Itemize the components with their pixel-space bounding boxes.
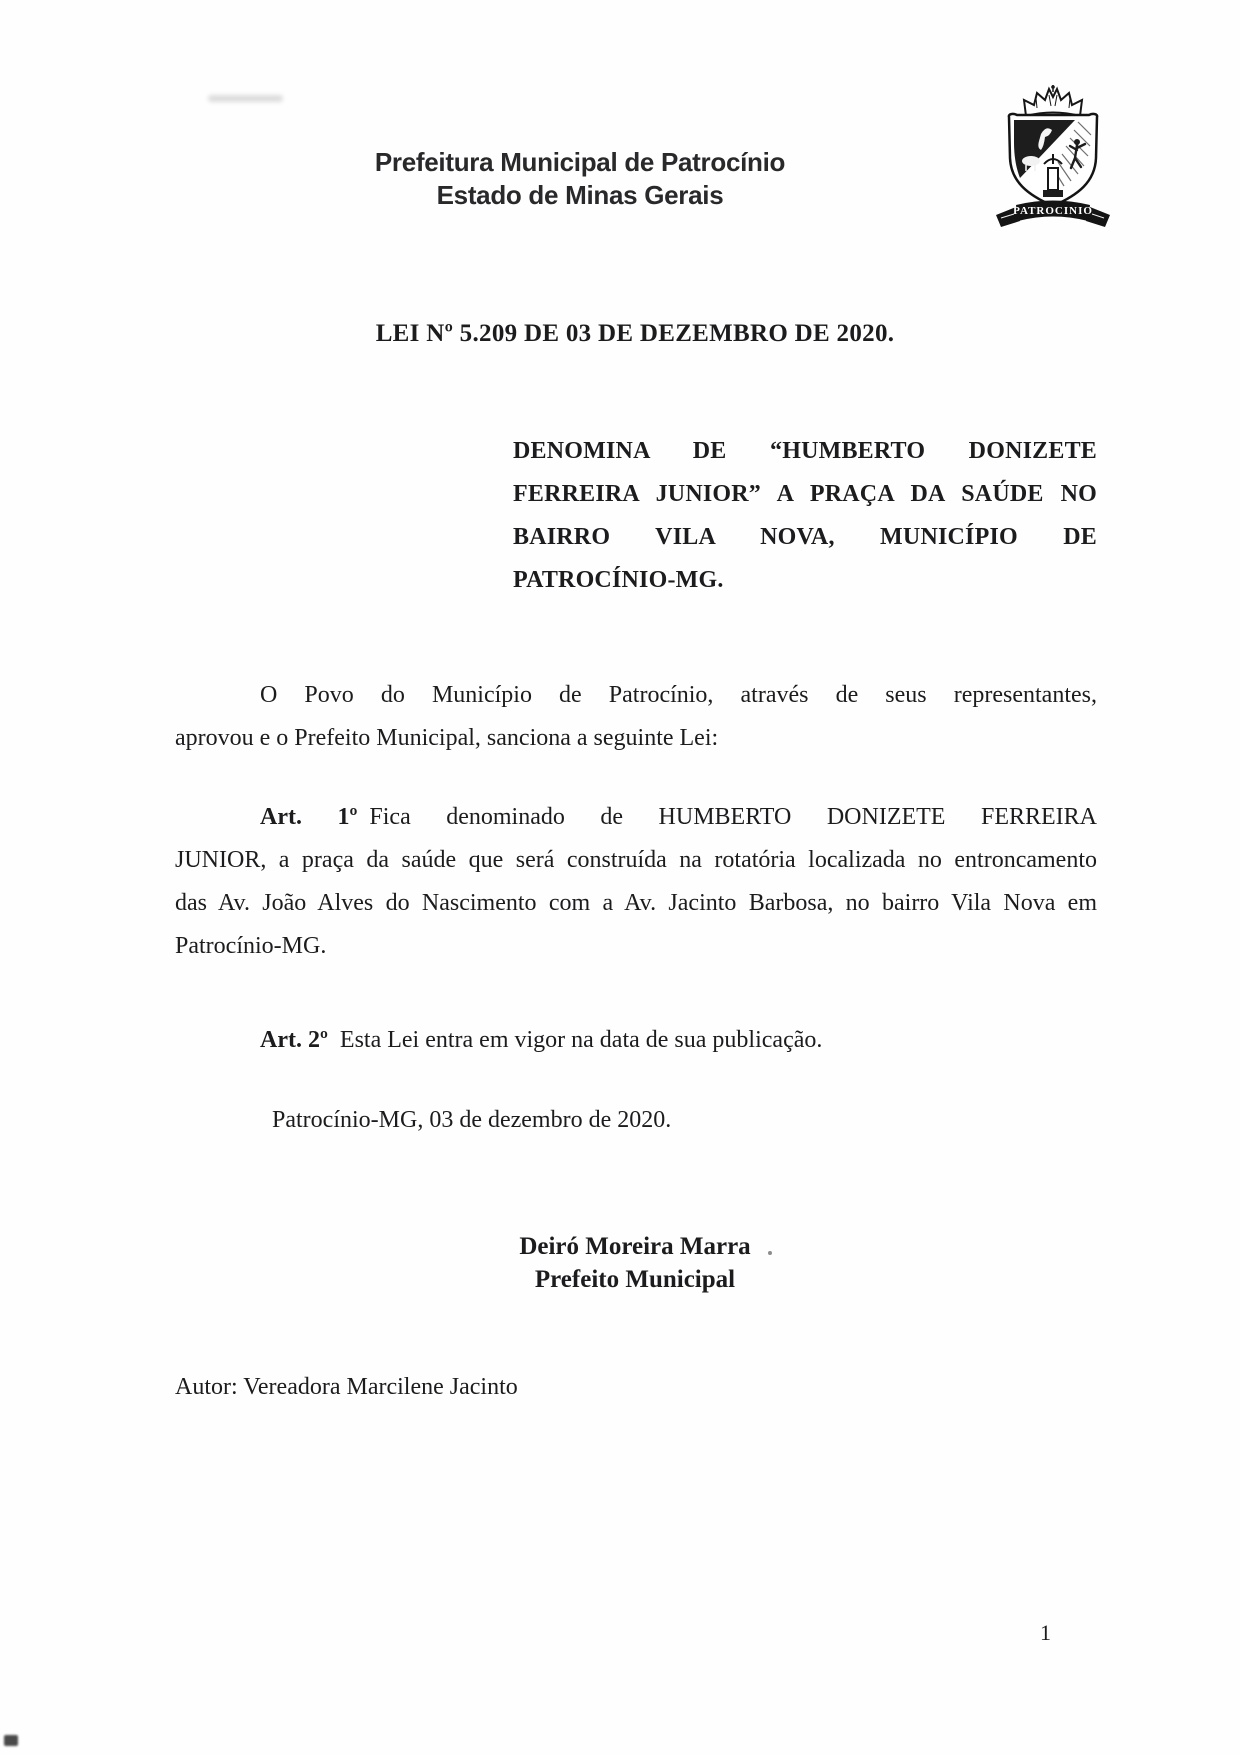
signatory-title: Prefeito Municipal <box>534 1266 736 1293</box>
patrocinio-coat-of-arms-icon <box>978 84 1128 234</box>
article-1-line-text: Fica denominado de HUMBERTO DONIZETE FERREIRA <box>369 804 1097 830</box>
article-2-paragraph <box>260 1027 822 1054</box>
page-number: 1 <box>1040 1620 1051 1645</box>
preamble-line: O Povo do Município de Patrocínio, através de seus representantes, <box>260 682 1097 708</box>
law-title: LEI Nº 5.209 DE 03 DE DEZEMBRO DE 2020. <box>375 320 895 347</box>
author-line: Autor: Vereadora Marcilene Jacinto <box>175 1374 518 1400</box>
summary-line: FERREIRA JUNIOR” A PRAÇA DA SAÚDE NO <box>513 481 1097 507</box>
article-2-label: Art. 2º <box>260 1027 328 1053</box>
preamble-line: aprovou e o Prefeito Municipal, sanciona a seguinte Lei: <box>175 725 719 751</box>
summary-line: PATROCÍNIO-MG. <box>513 567 724 593</box>
article-2-text: Esta Lei entra em vigor na data de sua publicação. <box>339 1027 823 1053</box>
letterhead <box>330 146 830 212</box>
coat-of-arms-banner-text: PATROCINIO <box>1013 205 1093 217</box>
article-1-first-line <box>175 796 1097 839</box>
summary-line: BAIRRO VILA NOVA, MUNICÍPIO DE <box>513 524 1097 550</box>
article-1-line: JUNIOR, a praça da saúde que será construída na rotatória localizada no entroncamento <box>175 847 1097 873</box>
scan-speck-artifact <box>4 1735 18 1746</box>
article-1-line: Patrocínio-MG. <box>175 933 327 959</box>
letterhead-state-line: Estado de Minas Gerais <box>436 180 724 210</box>
preamble-paragraph <box>175 674 1097 760</box>
summary-line: DENOMINA DE “HUMBERTO DONIZETE <box>513 438 1097 464</box>
signatory-name: Deiró Moreira Marra <box>519 1233 751 1260</box>
article-1-line: das Av. João Alves do Nascimento com a Av. Jacinto Barbosa, no bairro Vila Nova em <box>175 890 1097 916</box>
article-1-label: Art. 1º <box>260 804 358 830</box>
scan-smudge-artifact <box>208 95 283 102</box>
law-summary <box>513 430 1097 602</box>
scan-dot-artifact <box>768 1251 772 1255</box>
article-1-paragraph <box>175 796 1097 968</box>
letterhead-org-name: Prefeitura Municipal de Patrocínio <box>374 147 786 177</box>
place-date-line: Patrocínio-MG, 03 de dezembro de 2020. <box>272 1107 672 1133</box>
signature-block <box>175 1230 1095 1296</box>
